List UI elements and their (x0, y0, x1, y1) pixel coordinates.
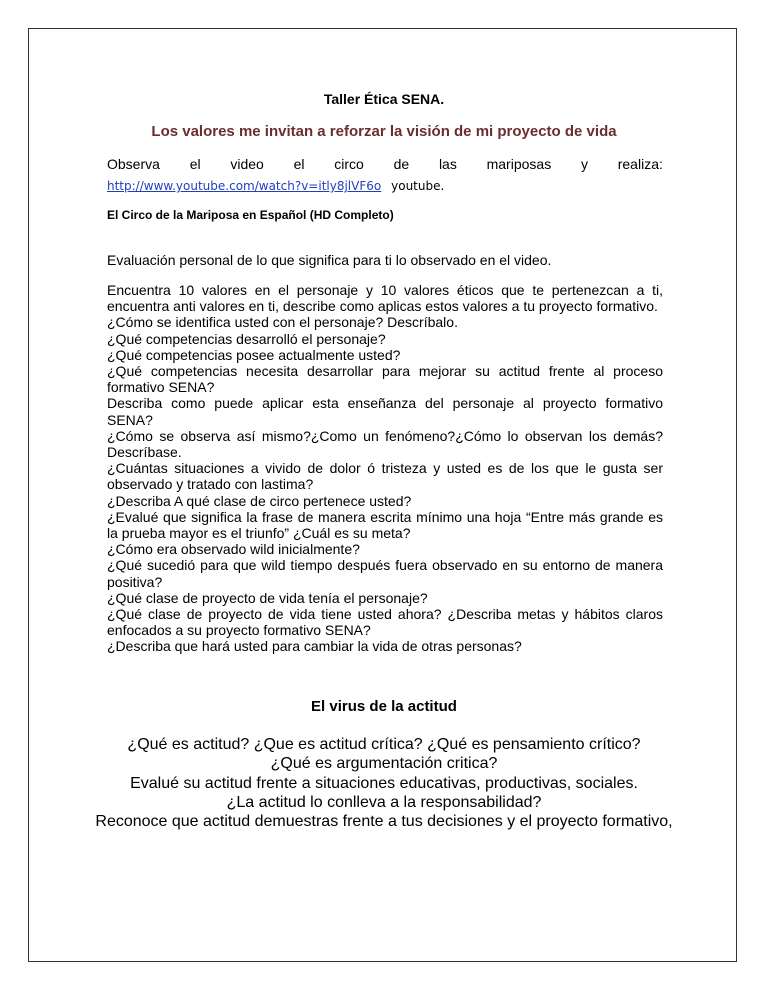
virus-question-line: Evalué su actitud frente a situaciones educativas, productivas, sociales. (130, 774, 638, 792)
virus-title: El virus de la actitud (311, 698, 457, 715)
virus-question-line: ¿Qué es actitud? ¿Que es actitud crítica? ¿Qué es pensamiento crítico? (127, 736, 641, 753)
observe-word: video (230, 156, 264, 172)
question-line: Describa como puede aplicar esta enseñanza del personaje al proyecto formativo (107, 395, 663, 412)
observe-word: realiza: (617, 156, 663, 172)
observe-word: y (580, 156, 588, 172)
question-line: ¿Qué competencias desarrolló el personaje? (107, 330, 386, 347)
link-line (107, 177, 444, 194)
question-line: ¿Qué sucedió para que wild tiempo después fuera observado en su entorno de manera (107, 557, 663, 574)
observe-line (107, 156, 663, 172)
question-line: ¿Cómo se identifica usted con el personaje? Descríbalo. (107, 314, 458, 331)
question-line: encuentra anti valores en ti, describe como aplicas estos valores a tu proyecto formativo. (107, 298, 658, 315)
question-line: ¿Cuántas situaciones a vivido de dolor ó tristeza y usted es de los que le gusta ser (107, 460, 663, 477)
virus-question-line: ¿La actitud lo conlleva a la responsabilidad? (226, 793, 542, 811)
question-line: ¿Qué competencias posee actualmente usted? (107, 346, 401, 363)
question-line: ¿Qué clase de proyecto de vida tiene usted ahora? ¿Describa metas y hábitos claros (107, 606, 663, 622)
video-title: El Circo de la Mariposa en Español (HD Completo) (107, 208, 394, 222)
question-line: observado y tratado con lastima? (107, 476, 314, 493)
question-line: la prueba mayor es el triunfo” ¿Cuál es su meta? (107, 525, 411, 541)
question-line: enfocados a su proyecto formativo SENA? (107, 622, 371, 639)
question-line: ¿Describa que hará usted para cambiar la vida de otras personas? (107, 638, 522, 655)
question-line: ¿Qué clase de proyecto de vida tenía el personaje? (107, 589, 428, 606)
question-line: positiva? (107, 573, 163, 590)
video-link[interactable]: http://www.youtube.com/watch?v=itly8jlVF6o (107, 179, 382, 193)
question-line: ¿Qué competencias necesita desarrollar para mejorar su actitud frente al proceso (107, 363, 663, 379)
observe-word: de (393, 156, 410, 172)
virus-question-line: ¿Qué es argumentación critica? (270, 755, 498, 773)
observe-word: las (438, 156, 457, 172)
question-line: Encuentra 10 valores en el personaje y 10 valores éticos que te pertenezcan a ti, (107, 282, 663, 298)
evaluation-text: Evaluación personal de lo que significa para ti lo observado en el video. (107, 252, 552, 268)
document-title: Taller Ética SENA. (323, 91, 445, 107)
link-suffix: youtube. (391, 179, 445, 193)
question-line: SENA? (107, 411, 153, 428)
question-line: ¿Cómo se observa así mismo?¿Como un fenómeno?¿Cómo lo observan los demás? (107, 427, 663, 444)
observe-word: el (293, 156, 305, 172)
observe-word: mariposas (486, 156, 552, 172)
observe-word: el (189, 156, 201, 172)
document-subtitle: Los valores me invitan a reforzar la visión de mi proyecto de vida (151, 123, 617, 140)
question-line: ¿Cómo era observado wild inicialmente? (107, 541, 360, 558)
question-line: Descríbase. (107, 444, 182, 460)
question-line: formativo SENA? (107, 379, 215, 396)
observe-word: circo (334, 156, 364, 172)
question-line: ¿Describa A qué clase de circo pertenece usted? (107, 492, 412, 509)
observe-word: Observa (107, 156, 160, 172)
question-line: ¿Evalué que significa la frase de manera escrita mínimo una hoja “Entre más grande es (107, 508, 663, 525)
virus-question-line: Reconoce que actitud demuestras frente a tus decisiones y el proyecto formativo, (95, 813, 673, 831)
